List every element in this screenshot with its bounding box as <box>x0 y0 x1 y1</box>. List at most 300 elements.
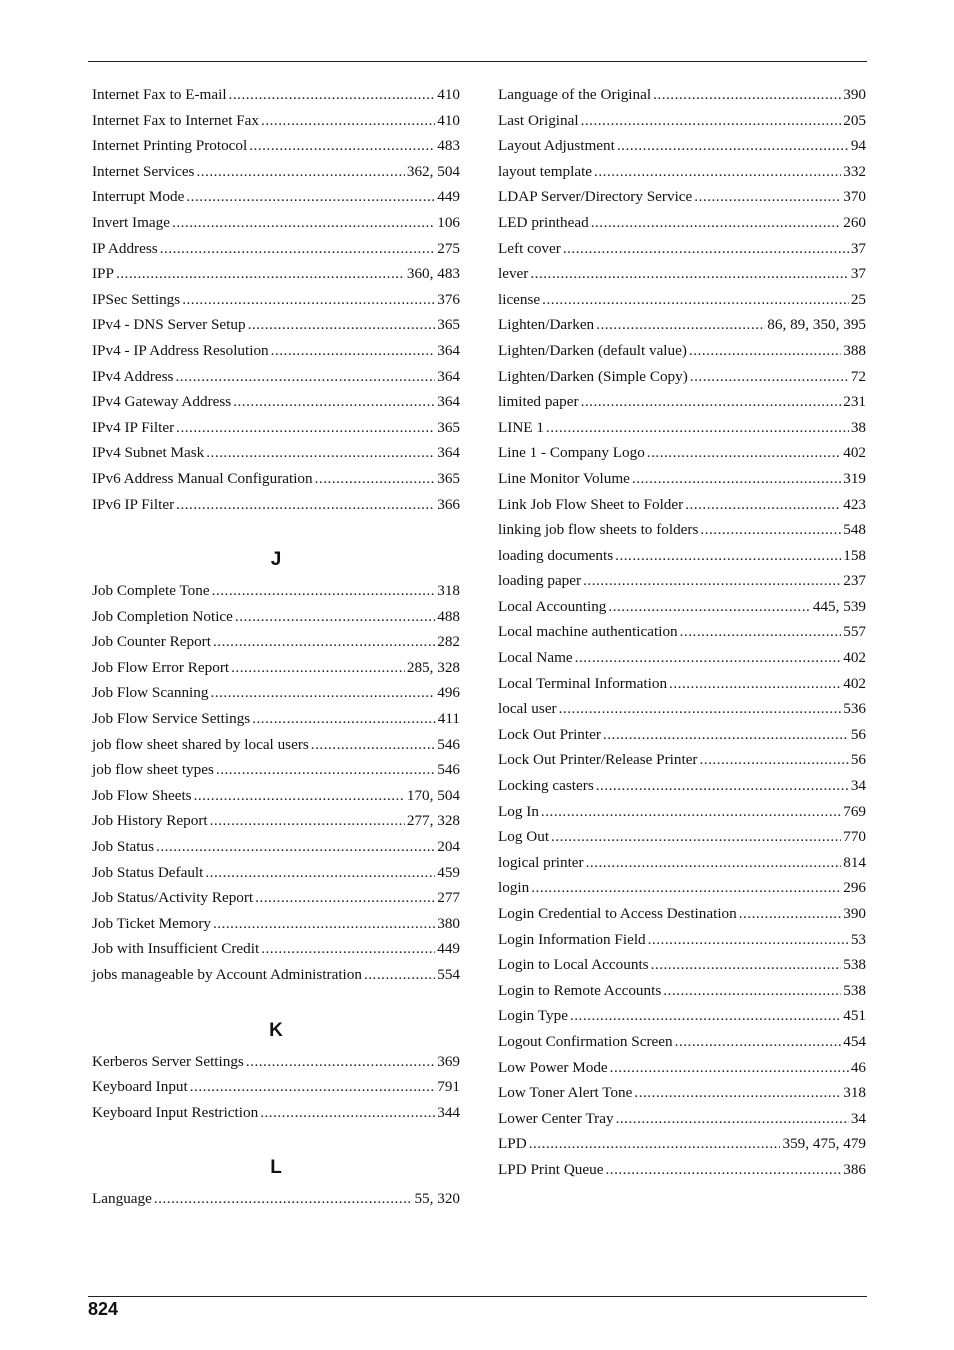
index-page-numbers: 34 <box>850 777 866 795</box>
index-term: Job Counter Report <box>92 633 211 651</box>
index-term: Local Terminal Information <box>498 674 668 692</box>
dot-leader <box>605 1157 841 1183</box>
index-term: Line 1 - Company Logo <box>498 444 645 462</box>
index-page-numbers: 37 <box>850 265 866 283</box>
dot-leader <box>647 440 841 466</box>
index-term: IPP <box>92 265 114 283</box>
index-section-l <box>92 1186 460 1212</box>
index-entry <box>92 732 460 758</box>
index-entry <box>92 492 460 518</box>
index-entry <box>498 1080 866 1106</box>
index-entry <box>498 850 866 876</box>
index-term: Job Status Default <box>92 863 204 881</box>
index-page-numbers: 557 <box>843 623 866 641</box>
dot-leader <box>315 466 436 492</box>
index-page-numbers: 55, 320 <box>414 1190 460 1208</box>
index-entry <box>498 645 866 671</box>
index-page-numbers: 402 <box>843 444 866 462</box>
index-term: linking job flow sheets to folders <box>498 521 699 539</box>
dot-leader <box>700 517 841 543</box>
index-page-numbers: 364 <box>437 444 460 462</box>
dot-leader <box>632 466 841 492</box>
index-term: license <box>498 290 541 308</box>
index-entry <box>498 440 866 466</box>
index-page-numbers: 423 <box>843 495 866 513</box>
index-page-numbers: 814 <box>843 853 866 871</box>
index-term: LPD Print Queue <box>498 1160 604 1178</box>
dot-leader <box>261 936 435 962</box>
index-page-numbers: 538 <box>843 981 866 999</box>
dot-leader <box>694 184 841 210</box>
index-page-numbers: 451 <box>843 1007 866 1025</box>
index-page-numbers: 370 <box>843 188 866 206</box>
index-term: Lower Center Tray <box>498 1109 614 1127</box>
index-term: IPv4 - DNS Server Setup <box>92 316 246 334</box>
dot-leader <box>663 978 841 1004</box>
index-page-numbers: 53 <box>850 930 866 948</box>
index-page-numbers: 364 <box>437 367 460 385</box>
index-page-numbers: 369 <box>437 1052 460 1070</box>
index-page-numbers: 365 <box>437 418 460 436</box>
index-term: Keyboard Input <box>92 1078 188 1096</box>
index-entry <box>498 287 866 313</box>
index-term: Line Monitor Volume <box>498 469 630 487</box>
index-page-numbers: 231 <box>843 393 866 411</box>
index-entry <box>92 629 460 655</box>
index-entry <box>92 911 460 937</box>
index-page-numbers: 402 <box>843 674 866 692</box>
index-page-numbers: 454 <box>843 1032 866 1050</box>
index-entry <box>92 936 460 962</box>
index-page-numbers: 366 <box>437 495 460 513</box>
index-entry <box>92 1074 460 1100</box>
index-term: IP Address <box>92 239 158 257</box>
index-term: Internet Fax to Internet Fax <box>92 111 260 129</box>
dot-leader <box>213 911 435 937</box>
index-page-numbers: 365 <box>437 316 460 334</box>
index-page-numbers: 38 <box>850 418 866 436</box>
index-page-numbers: 282 <box>437 633 460 651</box>
index-page-numbers: 546 <box>437 761 460 779</box>
index-entry <box>92 604 460 630</box>
index-entry <box>92 757 460 783</box>
index-term: LED printhead <box>498 213 589 231</box>
dot-leader <box>617 133 849 159</box>
index-term: Logout Confirmation Screen <box>498 1032 673 1050</box>
index-term: Job Flow Sheets <box>92 786 192 804</box>
index-page-numbers: 488 <box>437 607 460 625</box>
index-entry <box>498 261 866 287</box>
index-page-numbers: 791 <box>437 1078 460 1096</box>
index-entry <box>92 210 460 236</box>
index-page-numbers: 260 <box>843 213 866 231</box>
index-term: Internet Printing Protocol <box>92 137 248 155</box>
index-term: Login to Remote Accounts <box>498 981 662 999</box>
index-term: Job with Insufficient Credit <box>92 940 260 958</box>
index-entry <box>92 1186 460 1212</box>
dot-leader <box>116 261 405 287</box>
index-term: Lighten/Darken <box>498 316 595 334</box>
index-term: Locking casters <box>498 777 594 795</box>
index-term: Job Flow Error Report <box>92 658 230 676</box>
dot-leader <box>596 773 849 799</box>
index-entry <box>92 312 460 338</box>
index-term: LINE 1 <box>498 418 544 436</box>
dot-leader <box>581 108 842 134</box>
dot-leader <box>570 1003 841 1029</box>
index-term: IPv4 Subnet Mask <box>92 444 205 462</box>
index-term: Job Ticket Memory <box>92 914 211 932</box>
dot-leader <box>176 415 435 441</box>
index-entry <box>498 415 866 441</box>
index-page-numbers: 386 <box>843 1160 866 1178</box>
index-entry <box>92 808 460 834</box>
index-entry <box>498 133 866 159</box>
dot-leader <box>651 952 842 978</box>
index-term: Lock Out Printer <box>498 725 601 743</box>
dot-leader <box>575 645 842 671</box>
index-term: Interrupt Mode <box>92 188 185 206</box>
dot-leader <box>196 159 404 185</box>
dot-leader <box>261 108 435 134</box>
footer-rule <box>88 1296 867 1297</box>
dot-leader <box>559 696 842 722</box>
index-term: Local machine authentication <box>498 623 678 641</box>
index-term: IPv4 Address <box>92 367 174 385</box>
index-page-numbers: 538 <box>843 956 866 974</box>
index-page-numbers: 72 <box>850 367 866 385</box>
index-page-numbers: 411 <box>437 710 460 728</box>
index-page-numbers: 402 <box>843 649 866 667</box>
index-term: Language of the Original <box>498 86 652 103</box>
dot-leader <box>271 338 436 364</box>
index-entry <box>92 184 460 210</box>
dot-leader <box>603 722 849 748</box>
dot-leader <box>154 1186 413 1212</box>
dot-leader <box>648 927 849 953</box>
index-term: Local Name <box>498 649 573 667</box>
dot-leader <box>235 604 435 630</box>
dot-leader <box>689 338 841 364</box>
dot-leader <box>529 1131 781 1157</box>
index-page-numbers: 449 <box>437 188 460 206</box>
index-entry <box>92 415 460 441</box>
index-term: login <box>498 879 530 897</box>
index-entry <box>498 517 866 543</box>
index-entry <box>498 824 866 850</box>
index-page-numbers: 496 <box>437 684 460 702</box>
index-entry <box>498 1055 866 1081</box>
index-page-numbers: 364 <box>437 341 460 359</box>
dot-leader <box>680 619 842 645</box>
index-entry <box>498 338 866 364</box>
index-letter-heading-j: J <box>270 549 282 571</box>
index-entry <box>498 82 866 108</box>
dot-leader <box>176 492 435 518</box>
dot-leader <box>260 1100 435 1126</box>
index-page-numbers: 445, 539 <box>812 597 866 615</box>
dot-leader <box>685 492 841 518</box>
index-entry <box>498 236 866 262</box>
index-section-j <box>92 578 460 988</box>
index-entry <box>92 466 460 492</box>
index-entry <box>498 952 866 978</box>
index-entry <box>92 962 460 988</box>
index-term: Left cover <box>498 239 561 257</box>
index-page-numbers: 285, 328 <box>406 658 460 676</box>
index-entry <box>498 747 866 773</box>
index-entry <box>498 671 866 697</box>
index-entry <box>498 1131 866 1157</box>
dot-leader <box>690 364 849 390</box>
index-page-numbers: 359, 475, 479 <box>782 1135 866 1153</box>
index-page-numbers: 483 <box>437 137 460 155</box>
index-entry <box>498 773 866 799</box>
index-column-left <box>92 82 460 1212</box>
dot-leader <box>205 860 435 886</box>
index-page-numbers: 364 <box>437 393 460 411</box>
dot-leader <box>194 783 405 809</box>
index-term: Job Status/Activity Report <box>92 889 254 907</box>
index-page-numbers: 56 <box>850 751 866 769</box>
dot-leader <box>252 706 436 732</box>
index-page-numbers: 158 <box>843 546 866 564</box>
index-letter-heading-l: L <box>270 1157 282 1179</box>
dot-leader <box>608 594 810 620</box>
index-entry <box>498 568 866 594</box>
dot-leader <box>581 389 842 415</box>
dot-leader <box>364 962 435 988</box>
dot-leader <box>675 1029 842 1055</box>
dot-leader <box>583 568 841 594</box>
index-term: IPv4 - IP Address Resolution <box>92 341 269 359</box>
index-term: Job Flow Scanning <box>92 684 209 702</box>
dot-leader <box>213 629 435 655</box>
index-term: Keyboard Input Restriction <box>92 1103 259 1121</box>
index-page-numbers: 277 <box>437 889 460 907</box>
index-term: Internet Services <box>92 162 195 180</box>
dot-leader <box>255 885 435 911</box>
index-page-numbers: 449 <box>437 940 460 958</box>
index-term: Link Job Flow Sheet to Folder <box>498 495 684 513</box>
dot-leader <box>591 210 842 236</box>
index-term: LPD <box>498 1135 527 1153</box>
index-term: jobs manageable by Account Administration <box>92 966 362 983</box>
index-entry <box>498 312 866 338</box>
index-term: Job History Report <box>92 812 208 830</box>
dot-leader <box>160 236 436 262</box>
index-term: Local Accounting <box>498 597 607 615</box>
index-term: IPv4 Gateway Address <box>92 393 232 411</box>
dot-leader <box>231 655 405 681</box>
index-term: loading paper <box>498 572 582 590</box>
index-term: Internet Fax to E-mail <box>92 86 227 103</box>
dot-leader <box>210 808 405 834</box>
index-page-numbers: 296 <box>843 879 866 897</box>
dot-leader <box>616 1106 849 1132</box>
index-page-numbers: 410 <box>437 86 460 103</box>
index-entry <box>498 492 866 518</box>
dot-leader <box>596 312 765 338</box>
index-entry <box>498 722 866 748</box>
index-entry <box>498 1003 866 1029</box>
index-term: Lighten/Darken (default value) <box>498 341 687 359</box>
dot-leader <box>586 850 842 876</box>
index-page-numbers: 205 <box>843 111 866 129</box>
dot-leader <box>610 1055 849 1081</box>
index-entry <box>498 619 866 645</box>
dot-leader <box>190 1074 435 1100</box>
index-page-numbers: 318 <box>437 582 460 600</box>
index-entry <box>498 466 866 492</box>
index-entry <box>498 364 866 390</box>
index-page-numbers: 204 <box>437 838 460 856</box>
index-term: job flow sheet types <box>92 761 214 779</box>
index-page-numbers: 332 <box>843 162 866 180</box>
index-term: Layout Adjustment <box>498 137 615 155</box>
index-page-numbers: 388 <box>843 341 866 359</box>
dot-leader <box>700 747 849 773</box>
index-term: LDAP Server/Directory Service <box>498 188 693 206</box>
dot-leader <box>182 287 435 313</box>
index-page-numbers: 769 <box>843 802 866 820</box>
index-page-numbers: 34 <box>850 1109 866 1127</box>
dot-leader <box>210 680 435 706</box>
index-term: layout template <box>498 162 593 180</box>
index-page-numbers: 344 <box>437 1103 460 1121</box>
dot-leader <box>206 440 435 466</box>
index-entry <box>92 133 460 159</box>
index-entry <box>92 783 460 809</box>
index-page-numbers: 25 <box>850 290 866 308</box>
index-entry <box>92 860 460 886</box>
dot-leader <box>653 82 841 108</box>
index-page-numbers: 94 <box>850 137 866 155</box>
dot-leader <box>615 543 841 569</box>
index-term: loading documents <box>498 546 614 564</box>
index-entry <box>498 108 866 134</box>
dot-leader <box>216 757 435 783</box>
index-term: job flow sheet shared by local users <box>92 735 309 753</box>
index-term: Job Complete Tone <box>92 582 210 600</box>
index-term: Low Power Mode <box>498 1058 608 1076</box>
dot-leader <box>246 1049 435 1075</box>
index-page-numbers: 376 <box>437 290 460 308</box>
index-entry <box>92 1100 460 1126</box>
dot-leader <box>248 312 436 338</box>
dot-leader <box>546 415 849 441</box>
index-entry <box>498 696 866 722</box>
index-page-numbers: 170, 504 <box>406 786 460 804</box>
index-page-numbers: 390 <box>843 86 866 103</box>
dot-leader <box>530 261 848 287</box>
index-page-numbers: 459 <box>437 863 460 881</box>
index-page-numbers: 86, 89, 350, 395 <box>767 316 866 334</box>
dot-leader <box>229 82 436 108</box>
dot-leader <box>551 824 841 850</box>
index-entry <box>498 799 866 825</box>
index-term: Job Status <box>92 838 155 856</box>
dot-leader <box>594 159 841 185</box>
index-page-numbers: 106 <box>437 213 460 231</box>
index-entry <box>92 834 460 860</box>
index-page-numbers: 380 <box>437 914 460 932</box>
index-section-l-continued <box>498 82 866 1183</box>
index-term: local user <box>498 700 557 718</box>
index-page-numbers: 536 <box>843 700 866 718</box>
header-rule <box>88 61 867 62</box>
dot-leader <box>156 834 435 860</box>
dot-leader <box>541 799 841 825</box>
index-entry <box>498 389 866 415</box>
dot-leader <box>739 901 841 927</box>
index-entry <box>498 901 866 927</box>
index-term: Job Completion Notice <box>92 607 233 625</box>
index-term: lever <box>498 265 529 283</box>
index-page-numbers: 362, 504 <box>406 162 460 180</box>
dot-leader <box>531 875 841 901</box>
index-entry <box>498 927 866 953</box>
index-entry <box>92 287 460 313</box>
index-term: Lighten/Darken (Simple Copy) <box>498 367 688 385</box>
index-entry <box>92 82 460 108</box>
index-entry <box>92 680 460 706</box>
index-page-numbers: 770 <box>843 828 866 846</box>
index-entry <box>498 1106 866 1132</box>
index-term: IPv6 IP Filter <box>92 495 175 513</box>
index-entry <box>92 364 460 390</box>
index-entry <box>498 978 866 1004</box>
index-term: Last Original <box>498 111 579 129</box>
index-term: IPv4 IP Filter <box>92 418 175 436</box>
index-page-numbers: 546 <box>437 735 460 753</box>
dot-leader <box>542 287 849 313</box>
index-entry <box>498 184 866 210</box>
index-entry <box>92 655 460 681</box>
index-page-numbers: 275 <box>437 239 460 257</box>
index-page-numbers: 56 <box>850 725 866 743</box>
index-entry <box>92 1049 460 1075</box>
index-entry <box>498 543 866 569</box>
index-term: Login Type <box>498 1007 568 1025</box>
index-letter-heading-k: K <box>269 1019 283 1041</box>
index-term: Log Out <box>498 828 550 846</box>
index-entry <box>498 210 866 236</box>
index-term: Invert Image <box>92 213 171 231</box>
dot-leader <box>249 133 435 159</box>
index-page-numbers: 37 <box>850 239 866 257</box>
index-section-k <box>92 1049 460 1126</box>
index-page-numbers: 548 <box>843 521 866 539</box>
index-entry <box>498 1157 866 1183</box>
index-term: Login to Local Accounts <box>498 956 649 974</box>
dot-leader <box>233 389 435 415</box>
dot-leader <box>634 1080 841 1106</box>
index-entry <box>92 885 460 911</box>
dot-leader <box>563 236 849 262</box>
index-term: logical printer <box>498 853 584 871</box>
index-section-i <box>92 82 460 517</box>
index-entry <box>92 389 460 415</box>
index-page-numbers: 554 <box>437 966 460 983</box>
index-page-numbers: 237 <box>843 572 866 590</box>
index-entry <box>92 159 460 185</box>
dot-leader <box>212 578 436 604</box>
index-term: IPSec Settings <box>92 290 181 308</box>
index-column-right <box>498 82 866 1183</box>
index-entry <box>92 108 460 134</box>
index-page-numbers: 360, 483 <box>406 265 460 283</box>
